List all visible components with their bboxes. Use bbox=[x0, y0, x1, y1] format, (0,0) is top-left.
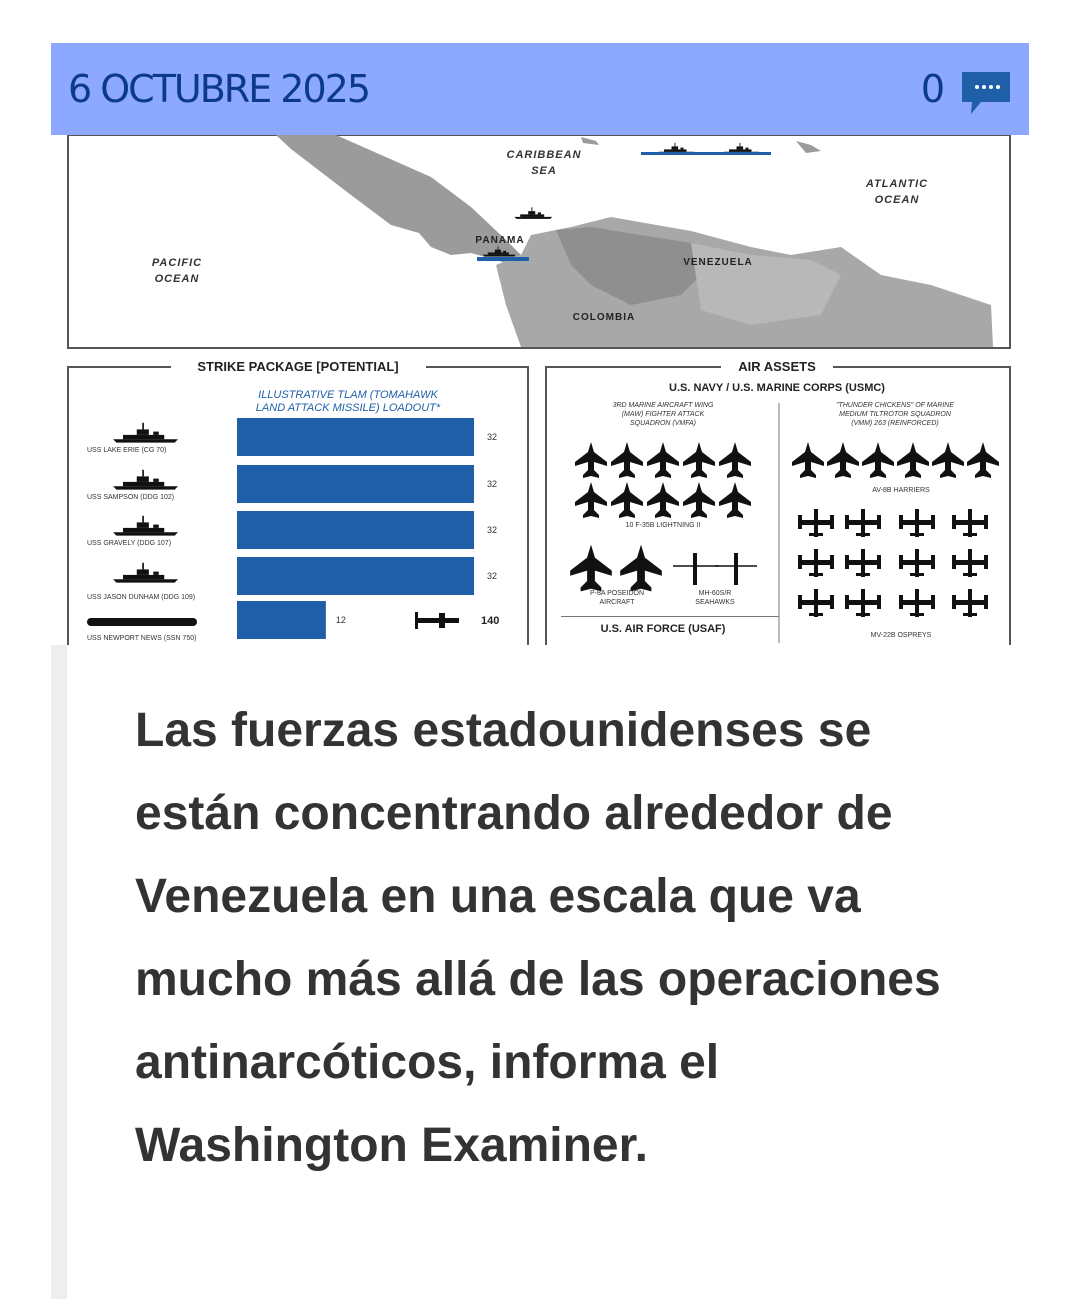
p8-label-line1: P-8A POSEIDON bbox=[589, 590, 645, 597]
tlam-bar-1 bbox=[237, 465, 474, 503]
comment-bubble-icon[interactable] bbox=[959, 69, 1013, 117]
osprey-label: MV-22B OSPREYS bbox=[870, 632, 932, 639]
air-assets-panel bbox=[546, 357, 1010, 645]
map-panel bbox=[68, 135, 1010, 348]
article-infographic bbox=[51, 135, 1029, 645]
tlam-total-label: 140 bbox=[481, 615, 500, 627]
air-assets-subtitle: U.S. NAVY / U.S. MARINE CORPS (USMC) bbox=[669, 382, 885, 394]
mh60-label-line2: SEAHAWKS bbox=[695, 599, 735, 606]
f35-label: 10 F-35B LIGHTNING II bbox=[625, 522, 701, 529]
ship-label-1: USS SAMPSON (DDG 102) bbox=[87, 494, 175, 501]
tlam-value-label-0: 32 bbox=[487, 432, 498, 442]
pacific-ocean-label: OCEAN bbox=[154, 273, 200, 285]
submarine-icon bbox=[87, 618, 197, 626]
tlam-value-label-4: 12 bbox=[335, 615, 346, 625]
mh60-label-line1: MH-60S/R bbox=[698, 590, 732, 597]
usaf-label: U.S. AIR FORCE (USAF) bbox=[600, 623, 726, 635]
tlam-bar-3 bbox=[237, 557, 474, 595]
article-card[interactable] bbox=[51, 645, 1029, 1299]
ship-label-3: USS JASON DUNHAM (DDG 109) bbox=[87, 594, 196, 601]
article-headline[interactable]: Las fuerzas estadounidenses se están concentrando alrededor de Venezuela en una escala que va mucho más allá de las operaciones antinarcóticos, informa el Washington Examiner. bbox=[135, 704, 941, 1172]
vmfa-line3: SQUADRON (VMFA) bbox=[630, 420, 696, 427]
air-assets-title: AIR ASSETS bbox=[738, 359, 816, 374]
atlantic-label: ATLANTIC bbox=[865, 178, 929, 190]
harrier-label: AV-8B HARRIERS bbox=[872, 487, 930, 494]
card-left-border bbox=[51, 645, 67, 1299]
vmfa-line2: (MAW) FIGHTER ATTACK bbox=[621, 411, 705, 418]
tlam-subtitle-line1: ILLUSTRATIVE TLAM (TOMAHAWK bbox=[258, 389, 438, 401]
comment-count[interactable]: 0 bbox=[920, 67, 945, 111]
venezuela-label: VENEZUELA bbox=[683, 257, 753, 268]
tlam-bar-0 bbox=[237, 418, 474, 456]
tlam-bar-4 bbox=[237, 601, 326, 639]
post-header-bar bbox=[51, 43, 1029, 135]
ship-label-2: USS GRAVELY (DDG 107) bbox=[87, 540, 172, 547]
ship-label-4: USS NEWPORT NEWS (SSN 750) bbox=[87, 635, 197, 642]
p8-label-line2: AIRCRAFT bbox=[599, 599, 635, 606]
tlam-subtitle-line2: LAND ATTACK MISSILE) LOADOUT* bbox=[255, 402, 441, 414]
sea-label: SEA bbox=[531, 165, 557, 177]
vmm-line3: (VMM) 263 (REINFORCED) bbox=[851, 420, 939, 427]
strike-package-panel bbox=[68, 357, 528, 645]
vmm-line2: MEDIUM TILTROTOR SQUADRON bbox=[839, 411, 951, 418]
tlam-value-label-3: 32 bbox=[487, 571, 498, 581]
ship-label-0: USS LAKE ERIE (CG 70) bbox=[87, 447, 167, 454]
pacific-label: PACIFIC bbox=[151, 257, 203, 269]
caribbean-label: CARIBBEAN bbox=[506, 149, 582, 161]
vmfa-line1: 3RD MARINE AIRCRAFT WING bbox=[612, 402, 714, 409]
post-date: 6 OCTUBRE 2025 bbox=[68, 67, 369, 111]
vmm-line1: "THUNDER CHICKENS" OF MARINE bbox=[835, 402, 955, 409]
atlantic-ocean-label: OCEAN bbox=[874, 194, 920, 206]
panama-label: PANAMA bbox=[475, 235, 525, 246]
tlam-bar-2 bbox=[237, 511, 474, 549]
colombia-label: COLOMBIA bbox=[572, 312, 636, 323]
strike-package-title: STRIKE PACKAGE [POTENTIAL] bbox=[197, 359, 399, 374]
tlam-value-label-2: 32 bbox=[487, 525, 498, 535]
tlam-value-label-1: 32 bbox=[487, 479, 498, 489]
